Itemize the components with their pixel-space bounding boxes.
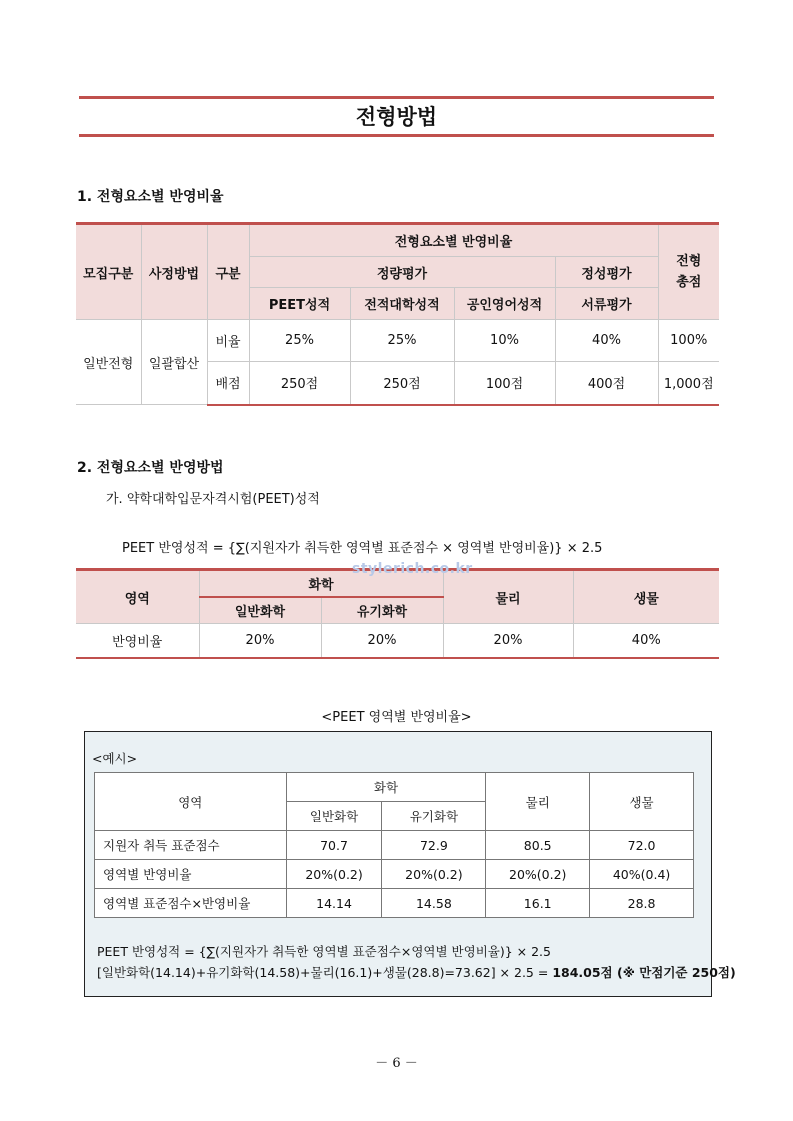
cell: 20%(0.2)	[382, 860, 486, 889]
example-result: 184.05점 (※ 만점기준 250점)	[552, 965, 736, 980]
ex-header-organic-chemistry: 유기화학	[382, 802, 486, 831]
example-calculation	[97, 963, 736, 981]
header-documents: 서류평가	[555, 288, 658, 320]
row-label: 비율	[207, 320, 249, 362]
header-physics: 물리	[443, 570, 573, 624]
header-peet: PEET성적	[249, 288, 350, 320]
header-type: 구분	[207, 224, 249, 320]
header-method: 사정방법	[141, 224, 207, 320]
page-title: 전형방법	[355, 105, 438, 129]
cell: 400점	[555, 362, 658, 405]
table-caption: <PEET 영역별 반영비율>	[321, 710, 472, 725]
watermark: stylerich.co.kr	[352, 561, 473, 577]
cell: 25%	[350, 320, 454, 362]
row-label: 배점	[207, 362, 249, 405]
header-organic-chemistry: 유기화학	[321, 597, 443, 624]
page-number: － 6 －	[375, 1056, 418, 1071]
ex-header-general-chemistry: 일반화학	[286, 802, 382, 831]
cell: 20%(0.2)	[286, 860, 382, 889]
ex-row-label: 영역별 반영비율	[95, 860, 287, 889]
example-calc-text: [일반화학(14.14)+유기화학(14.58)+물리(16.1)+생물(28.8)=73.62] × 2.5 =	[97, 965, 553, 980]
section1-heading: 1. 전형요소별 반영비율	[77, 189, 224, 205]
example-table	[94, 772, 694, 918]
ex-header-area: 영역	[95, 773, 287, 831]
header-prev-college: 전적대학성적	[350, 288, 454, 320]
ex-header-physics: 물리	[486, 773, 590, 831]
cell: 80.5	[486, 831, 590, 860]
header-quantitative: 정량평가	[249, 257, 555, 288]
cell: 28.8	[590, 889, 694, 918]
section2-heading: 2. 전형요소별 반영방법	[77, 460, 224, 476]
cell: 16.1	[486, 889, 590, 918]
cell: 72.9	[382, 831, 486, 860]
peet-ratio-table	[76, 568, 719, 659]
ex-header-biology: 생물	[590, 773, 694, 831]
header-qualitative: 정성평가	[555, 257, 658, 288]
example-label: <예시>	[92, 751, 138, 766]
cell: 14.58	[382, 889, 486, 918]
header-area: 영역	[76, 570, 199, 624]
row-category: 일반전형	[76, 320, 141, 405]
header-biology: 생물	[573, 570, 719, 624]
cell: 72.0	[590, 831, 694, 860]
cell: 20%(0.2)	[486, 860, 590, 889]
header-general-chemistry: 일반화학	[199, 597, 321, 624]
header-chemistry: 화학	[199, 570, 443, 597]
header-english: 공인영어성적	[454, 288, 555, 320]
cell: 250점	[350, 362, 454, 405]
header-category: 모집구분	[76, 224, 141, 320]
ex-row-label: 지원자 취득 표준점수	[95, 831, 287, 860]
cell: 40%	[573, 624, 719, 658]
ex-row-label: 영역별 표준점수×반영비율	[95, 889, 287, 918]
section2-subheading: 가. 약학대학입문자격시험(PEET)성적	[106, 492, 320, 507]
peet-formula: PEET 반영성적 = {∑(지원자가 취득한 영역별 표준점수 × 영역별 반영비율)} × 2.5	[122, 541, 603, 556]
selection-ratio-table	[76, 222, 719, 406]
cell: 25%	[249, 320, 350, 362]
row-label: 반영비율	[76, 624, 199, 658]
cell: 70.7	[286, 831, 382, 860]
cell: 20%	[443, 624, 573, 658]
cell: 40%(0.4)	[590, 860, 694, 889]
cell: 40%	[555, 320, 658, 362]
cell: 20%	[199, 624, 321, 658]
example-formula: PEET 반영성적 = {∑(지원자가 취득한 영역별 표준점수×영역별 반영비율)} × 2.5	[97, 944, 551, 959]
cell: 250점	[249, 362, 350, 405]
title-top-rule	[79, 96, 714, 99]
cell: 1,000점	[658, 362, 719, 405]
cell: 20%	[321, 624, 443, 658]
header-group: 전형요소별 반영비율	[249, 224, 658, 257]
header-total: 전형 총점	[658, 224, 719, 320]
title-bottom-rule	[79, 134, 714, 137]
cell: 100%	[658, 320, 719, 362]
cell: 14.14	[286, 889, 382, 918]
row-method: 일괄합산	[141, 320, 207, 405]
cell: 10%	[454, 320, 555, 362]
ex-header-chemistry: 화학	[286, 773, 486, 802]
example-box	[84, 731, 736, 997]
cell: 100점	[454, 362, 555, 405]
